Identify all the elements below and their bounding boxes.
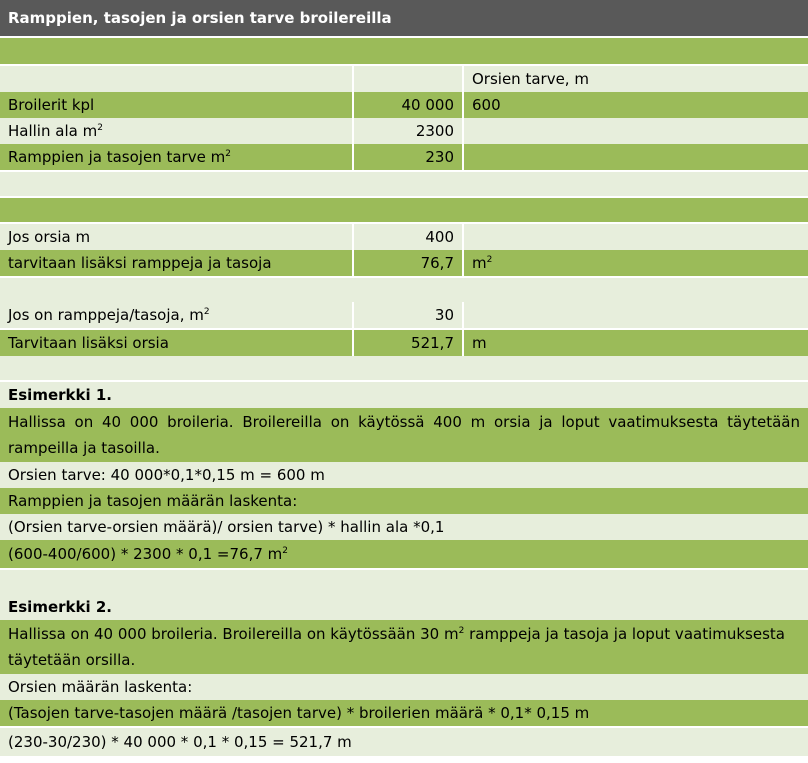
spacer-row: [0, 278, 808, 302]
col-header-orsien-tarve: Orsien tarve, m: [472, 70, 589, 88]
hallin-ala-value: 2300: [415, 122, 454, 140]
tarvitaan-ramppeja-unit: $m^2$: [472, 254, 493, 272]
jos-orsia-value: 400: [425, 228, 454, 246]
table-row: [0, 224, 808, 250]
example1-laskenta-row: [0, 488, 808, 514]
example1-laskenta-label: Ramppien ja tasojen määrän laskenta:: [8, 492, 298, 510]
example1-formula-row: [0, 514, 808, 540]
example1-result: (600-400/600) * 2300 * 0,1 =76,7 $m^2$: [8, 545, 289, 563]
table-row: [0, 302, 808, 328]
hallin-ala-label: Hallin ala $m^2$: [8, 122, 103, 140]
spacer-row: [0, 198, 808, 222]
table-row: [0, 118, 808, 144]
spacer-row: [0, 38, 808, 64]
ramppien-tarve-value: 230: [425, 148, 454, 166]
broilers-value: 40 000: [401, 96, 454, 114]
example2-heading: Esimerkki 2.: [8, 598, 112, 616]
jos-orsia-label: Jos orsia m: [8, 228, 91, 246]
ramppien-tarve-label: Ramppien ja tasojen tarve $m^2$: [8, 148, 231, 166]
tarvitaan-orsia-label: Tarvitaan lisäksi orsia: [8, 334, 169, 352]
example2-formula: (Tasojen tarve-tasojen määrä /tasojen tarve) * broilerien määrä * 0,1* 0,15 m: [8, 704, 590, 722]
spacer-row: [0, 356, 808, 380]
example2-result-row: [0, 728, 808, 756]
example1-result-row: [0, 540, 808, 568]
broilers-label: Broilerit kpl: [8, 96, 95, 114]
page-title: Ramppien, tasojen ja orsien tarve broilereilla: [8, 9, 392, 27]
table-row: [0, 330, 808, 356]
tarvitaan-orsia-unit: m: [472, 334, 487, 352]
table-row: [0, 144, 808, 170]
spacer-row: [0, 172, 808, 196]
example1-text-row: [0, 408, 808, 462]
example1-orsien-tarve: Orsien tarve: 40 000*0,1*0,15 m = 600 m: [8, 466, 325, 484]
example1-heading: Esimerkki 1.: [8, 386, 112, 404]
example1-orsien-tarve-row: [0, 462, 808, 488]
table-row: [0, 66, 808, 92]
example1-text: Hallissa on 40 000 broileria. Broilereilla on käytössä 400 m orsia ja loput vaatimuksesta täytetään rampeilla ja tasoilla.: [8, 413, 800, 457]
example2-heading-row: [0, 594, 808, 620]
example1-heading-row: [0, 382, 808, 408]
table-row: [0, 250, 808, 276]
tarvitaan-ramppeja-value: 76,7: [420, 254, 454, 272]
table-row: [0, 92, 808, 118]
example2-text-row: [0, 620, 808, 674]
example2-formula-row: [0, 700, 808, 726]
example1-formula: (Orsien tarve-orsien määrä)/ orsien tarve) * hallin ala *0,1: [8, 518, 445, 536]
title-row: [0, 0, 808, 36]
jos-ramppeja-value: 30: [434, 306, 454, 324]
spacer-row: [0, 570, 808, 594]
example2-text: Hallissa on 40 000 broileria. Broilereilla on käytössään 30 $m^2$ ramppeja ja tasoja ja loput vaatimuksesta täytetään orsilla.: [8, 625, 785, 669]
example2-laskenta-row: [0, 674, 808, 700]
tarvitaan-orsia-value: 521,7: [411, 334, 454, 352]
example2-laskenta-label: Orsien määrän laskenta:: [8, 678, 193, 696]
example2-result: (230-30/230) * 40 000 * 0,1 * 0,15 = 521,7 m: [8, 733, 352, 751]
tarvitaan-ramppeja-label: tarvitaan lisäksi ramppeja ja tasoja: [8, 254, 272, 272]
jos-ramppeja-label: Jos on ramppeja/tasoja, $m^2$: [8, 306, 210, 324]
broilers-orsien-tarve: 600: [472, 96, 501, 114]
